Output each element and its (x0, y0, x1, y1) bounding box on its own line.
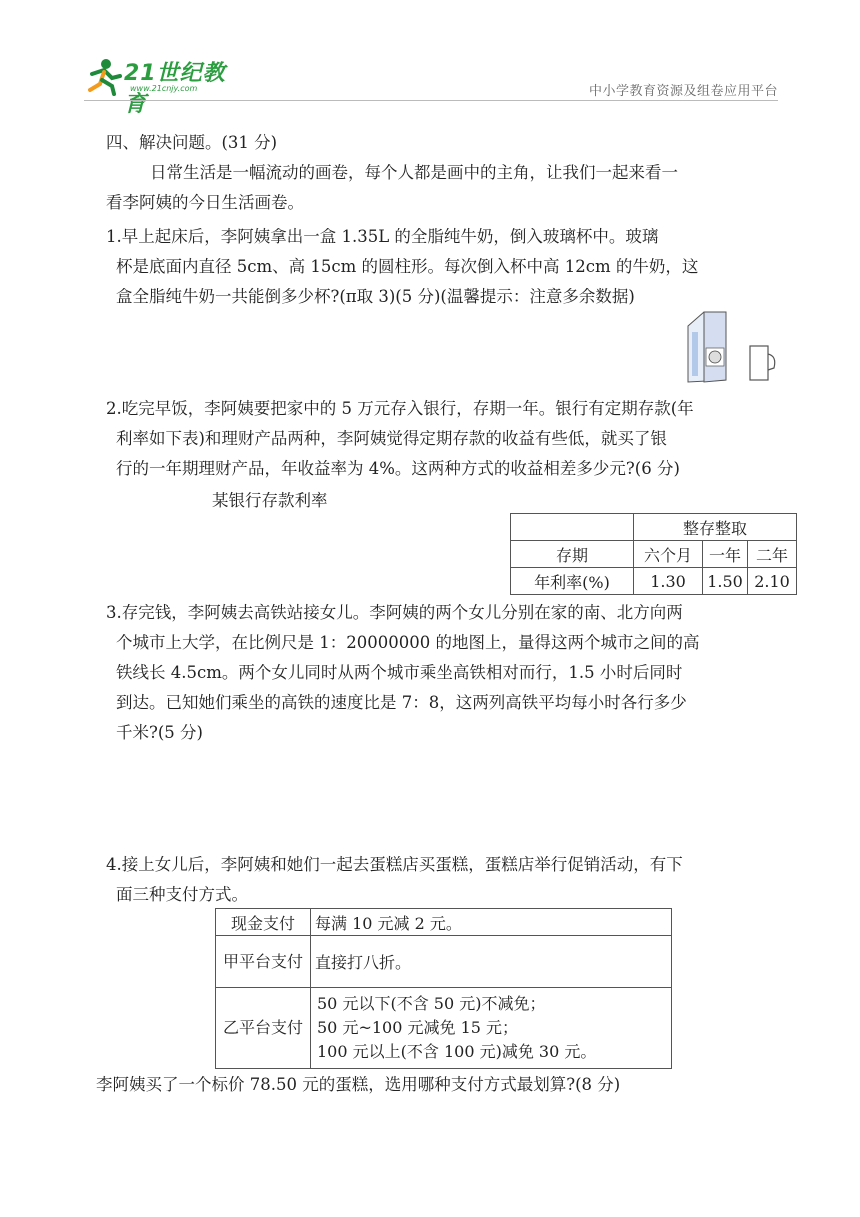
rule-platform-b-line-1: 50 元以下(不含 50 元)不减免； (317, 994, 546, 1013)
table1-empty-corner (511, 514, 634, 541)
table1-rate-label: 年利率(%) (511, 568, 634, 595)
q3-line-3: 铁线长 4.5cm。两个女儿同时从两个城市乘坐高铁相对而行，1.5 小时后同时 (116, 663, 683, 682)
table1-term-6m: 六个月 (634, 541, 703, 568)
q2-line-1: 2.吃完早饭，李阿姨要把家中的 5 万元存入银行，存期一年。银行有定期存款(年 (106, 399, 694, 418)
rule-platform-b-line-3: 100 元以上(不含 100 元)减免 30 元。 (317, 1042, 597, 1061)
table1-term-1y: 一年 (703, 541, 748, 568)
q3-line-2: 个城市上大学，在比例尺是 1：20000000 的地图上，量得这两个城市之间的高 (116, 633, 700, 652)
rule-platform-b-line-2: 50 元~100 元减免 15 元； (317, 1018, 519, 1037)
logo-url: www.21cnjy.com (130, 84, 198, 93)
milk-carton-icon (688, 312, 726, 382)
intro-line-2: 看李阿姨的今日生活画卷。 (106, 193, 304, 212)
q3-line-1: 3.存完钱，李阿姨去高铁站接女儿。李阿姨的两个女儿分别在家的南、北方向两 (106, 603, 683, 622)
table1-rate-1y: 1.50 (703, 568, 748, 595)
header-tagline: 中小学教育资源及组卷应用平台 (588, 84, 778, 99)
header-divider (84, 100, 778, 101)
table1-rate-2y: 2.10 (748, 568, 797, 595)
q4-question: 李阿姨买了一个标价 78.50 元的蛋糕，选用哪种支付方式最划算?(8 分) (96, 1075, 621, 1094)
page-header (0, 0, 860, 117)
interest-rate-table (510, 513, 797, 595)
q1-line-2: 杯是底面内直径 5cm、高 15cm 的圆柱形。每次倒入杯中高 12cm 的牛奶，这 (116, 257, 699, 276)
payment-methods-table (215, 908, 672, 1069)
q1-line-1: 1.早上起床后，李阿姨拿出一盒 1.35L 的全脂纯牛奶，倒入玻璃杯中。玻璃 (106, 227, 659, 246)
q2-line-2: 利率如下表)和理财产品两种，李阿姨觉得定期存款的收益有些低，就买了银 (116, 429, 667, 448)
table1-rate-6m: 1.30 (634, 568, 703, 595)
q4-line-2: 面三种支付方式。 (116, 885, 248, 904)
method-cash: 现金支付 (216, 909, 311, 936)
table1-term-label: 存期 (511, 541, 634, 568)
table1-group-header: 整存整取 (634, 514, 797, 541)
intro-line-1: 日常生活是一幅流动的画卷，每个人都是画中的主角，让我们一起来看一 (150, 163, 678, 182)
method-platform-b: 乙平台支付 (216, 988, 311, 1069)
q4-line-1: 4.接上女儿后，李阿姨和她们一起去蛋糕店买蛋糕，蛋糕店举行促销活动，有下 (106, 855, 683, 874)
section-title: 四、解决问题。(31 分) (106, 133, 278, 152)
rule-cash: 每满 10 元减 2 元。 (311, 909, 672, 936)
milk-carton-and-glass-illustration (682, 310, 782, 386)
method-platform-a: 甲平台支付 (216, 936, 311, 988)
q3-line-4: 到达。已知她们乘坐的高铁的速度比是 7：8，这两列高铁平均每小时各行多少 (116, 693, 687, 712)
logo-text: 21世纪教育 (124, 61, 226, 117)
q3-line-5: 千米?(5 分) (116, 723, 203, 742)
site-logo (84, 56, 244, 117)
glass-cup-icon (750, 346, 775, 380)
table1-caption: 某银行存款利率 (212, 491, 328, 510)
rule-platform-a: 直接打八折。 (311, 936, 672, 988)
runner-icon (84, 56, 124, 96)
q2-line-3: 行的一年期理财产品，年收益率为 4%。这两种方式的收益相差多少元?(6 分) (116, 459, 680, 478)
table1-term-2y: 二年 (748, 541, 797, 568)
rule-platform-b (311, 988, 672, 1069)
q1-line-3: 盒全脂纯牛奶一共能倒多少杯?(π取 3)(5 分)(温馨提示：注意多余数据) (116, 287, 635, 306)
